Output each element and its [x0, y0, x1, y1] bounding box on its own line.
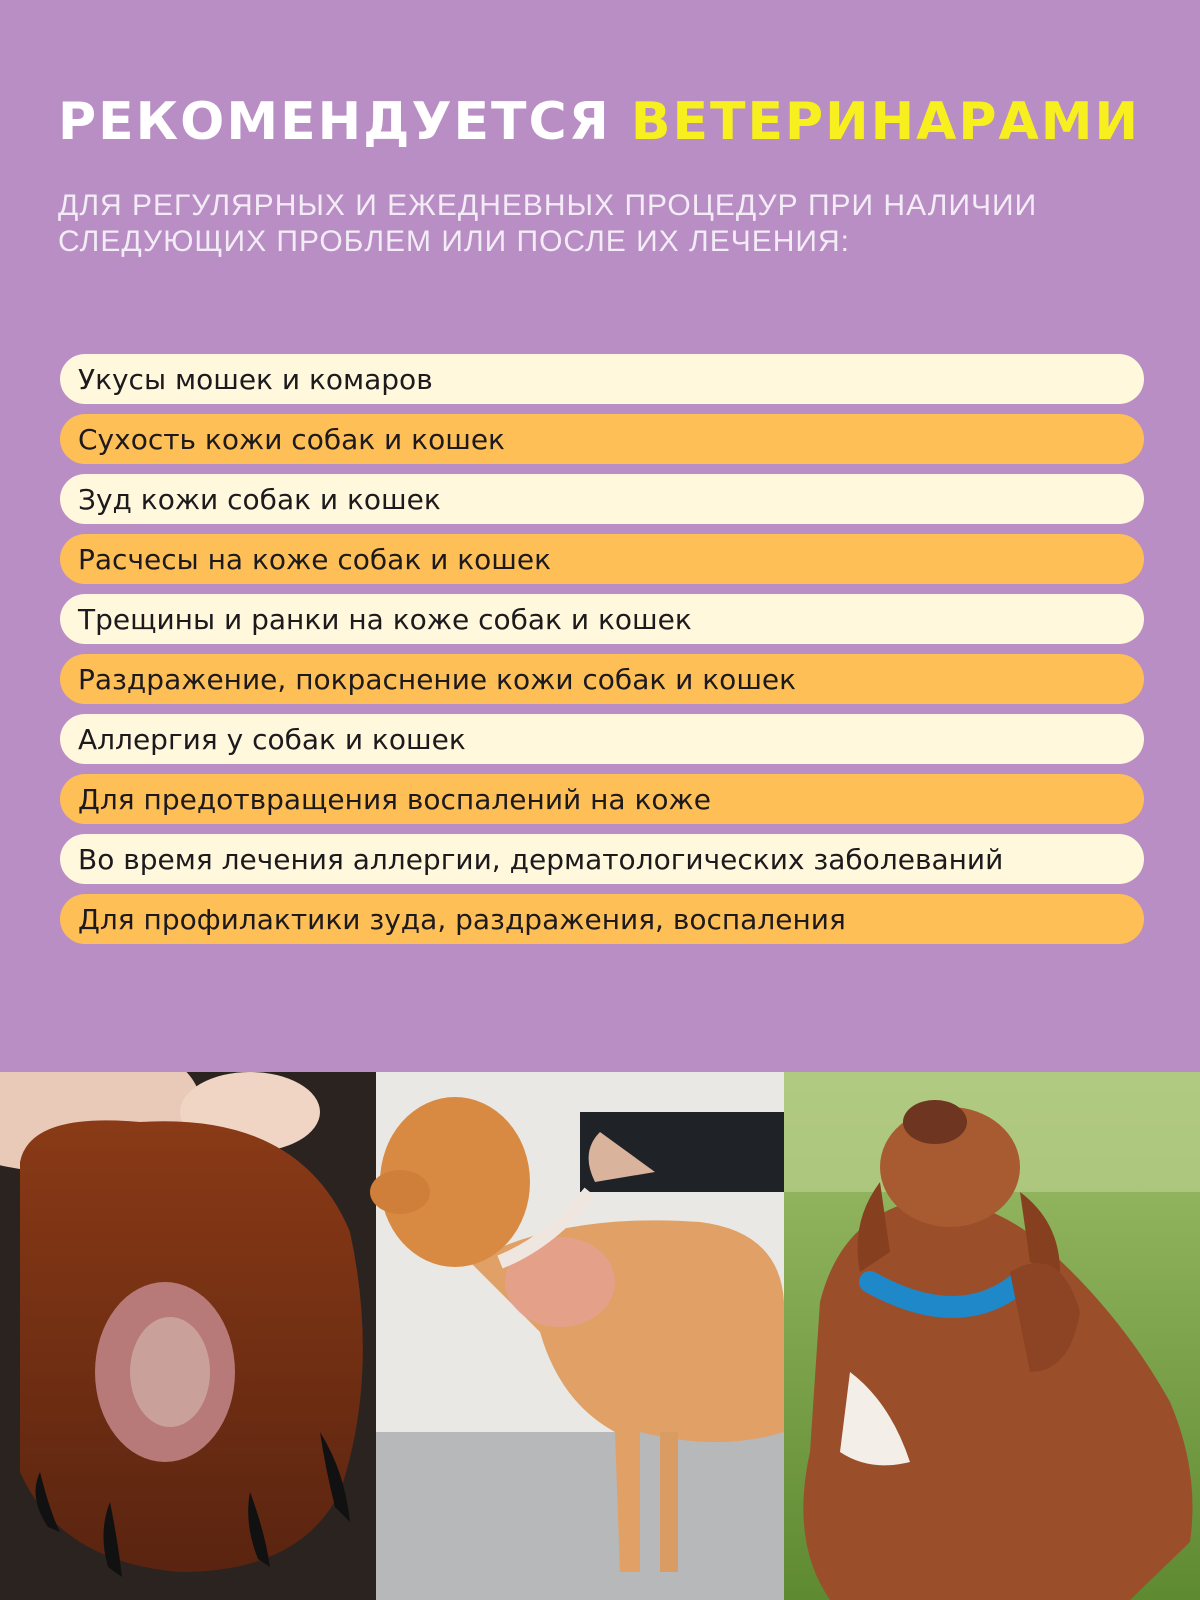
title-white: РЕКОМЕНДУЕТСЯ [58, 92, 611, 152]
list-item: Во время лечения аллергии, дерматологических заболеваний [60, 834, 1144, 884]
list-item: Аллергия у собак и кошек [60, 714, 1144, 764]
puppy-photo [784, 1072, 1200, 1600]
subtitle: ДЛЯ РЕГУЛЯРНЫХ И ЕЖЕДНЕВНЫХ ПРОЦЕДУР ПРИ НАЛИЧИИ СЛЕДУЮЩИХ ПРОБЛЕМ ИЛИ ПОСЛЕ ИХ ЛЕЧЕНИЯ: [58, 189, 1038, 258]
list-item: Сухость кожи собак и кошек [60, 414, 1144, 464]
page-title [58, 92, 1140, 152]
list-item: Укусы мошек и комаров [60, 354, 1144, 404]
list-item: Раздражение, покраснение кожи собак и кошек [60, 654, 1144, 704]
list-item: Расчесы на коже собак и кошек [60, 534, 1144, 584]
list-item: Для профилактики зуда, раздражения, воспаления [60, 894, 1144, 944]
photo-strip [0, 1072, 1200, 1600]
title-accent: ВЕТЕРИНАРАМИ [630, 92, 1141, 152]
paw-photo [0, 1072, 376, 1600]
dog-photo [370, 1072, 784, 1600]
list-item: Трещины и ранки на коже собак и кошек [60, 594, 1144, 644]
list-item: Для предотвращения воспалений на коже [60, 774, 1144, 824]
photo-strip-svg [0, 1072, 1200, 1600]
list-item: Зуд кожи собак и кошек [60, 474, 1144, 524]
problem-list [60, 354, 1144, 954]
